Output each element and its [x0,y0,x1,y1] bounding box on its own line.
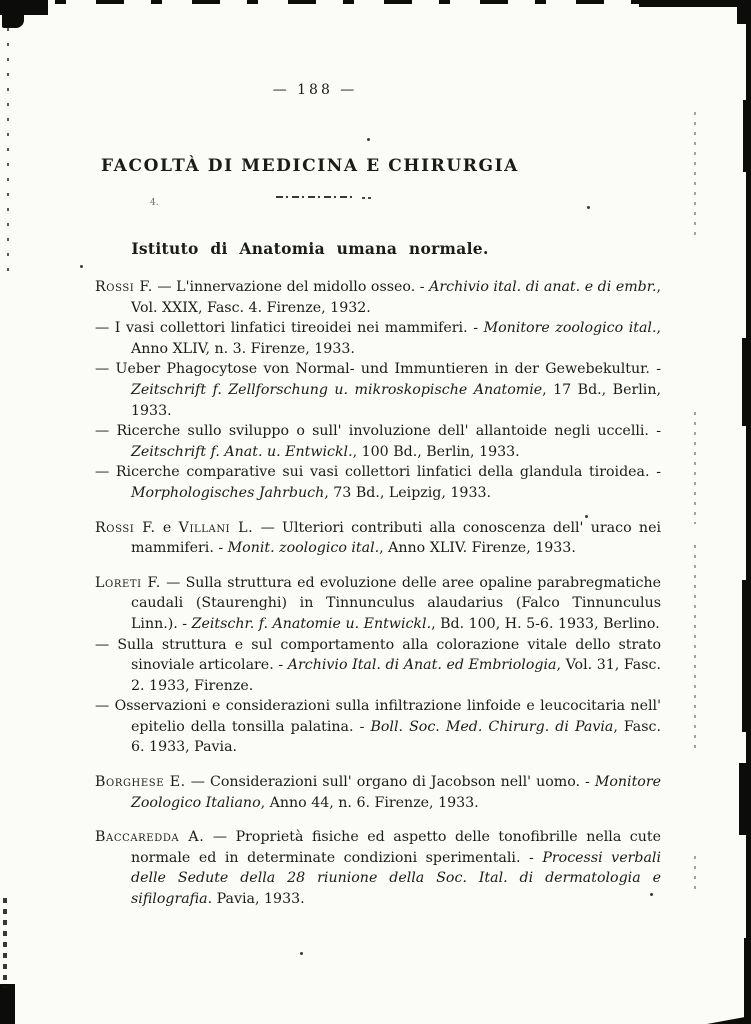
bibliography-group [95,772,661,813]
scan-artifact-bottom-left-corner [0,984,15,1024]
bibliography-entry [95,696,661,758]
scan-artifact-top-right-corner [639,0,751,7]
text-segment: Archivio Ital. di Anat. ed Embriologia [287,657,557,674]
text-segment: , Bd. 100, H. 5-6. 1933, Berlino. [431,615,660,632]
text-segment: Monit. zoologico ital. [227,540,380,557]
scan-artifact-top-left-blob [2,13,24,28]
text-segment: , Fasc. 6. 1933, Pavia. [131,718,662,756]
bibliography-entry [95,827,661,909]
text-segment: e [155,519,179,536]
text-segment: — Sulla struttura ed evoluzione delle aree opaline parabregmatiche caudali (Staurenghi) in Tinnunculus alaudarius (Falco Tinnunculus Linn.). - [131,574,662,632]
text-segment: — Ricerche sullo sviluppo o sull' involuzione dell' allantoide negli uccelli. - [95,423,661,440]
scan-artifact-speck [80,265,83,268]
scan-artifact-speck [367,138,370,141]
text-segment: , 17 Bd., Berlin, 1933. [131,381,661,419]
title-underline-rule-fragment [362,197,374,199]
bibliography-entry [95,359,661,421]
text-segment: , Anno 44, n. 6. Firenze, 1933. [260,794,479,811]
text-segment: Zeitschrift f. Anat. u. Entwickl. [131,443,353,460]
scan-artifact-right-bump [744,938,751,1024]
bibliography-entry [95,277,661,318]
scan-artifact-fold-line [694,545,696,750]
text-segment: — Ricerche comparative sui vasi collettori linfatici della glandula tiroidea. - [95,464,661,481]
bibliography-entry [95,421,661,462]
title-underline-rule [276,196,354,198]
text-segment: Loreti F. [95,574,161,591]
faculty-title: FACOLTÀ DI MEDICINA E CHIRURGIA [101,156,519,176]
text-segment: Monitore zoologico ital. [483,320,657,337]
bibliography-entry [95,518,661,559]
scan-artifact-left-specks-bottom [3,898,7,988]
scan-artifact-fold-line [694,112,696,240]
scan-artifact-right-bump [739,763,751,835]
bibliography-group [95,277,661,504]
text-segment: Rossi F. [95,279,153,295]
text-segment: Baccaredda A. [95,829,205,846]
text-segment: — Osservazioni e considerazioni sulla infiltrazione linfoide e leucocitaria nell' epitelio della tonsilla palatina. - [95,698,661,735]
text-segment: Archivio ital. di anat. e di embr. [429,279,657,295]
scan-artifact-right-bump [743,100,751,172]
text-segment: , Anno XLIV. Firenze, 1933. [379,540,576,557]
text-segment: — Sulla struttura e sul comportamento alla colorazione vitale dello strato sinoviale articolare. - [95,636,661,674]
bibliography-entry [95,318,661,359]
scan-artifact-right-bump [737,0,751,24]
text-segment: — Ueber Phagocytose von Normal- und Immuntieren in der Gewebekultur. - [95,361,661,378]
bibliography-group [95,827,661,909]
bibliography-entry [95,635,661,697]
scan-artifact-speck [585,515,588,518]
scan-artifact-right-bump [742,580,751,732]
text-segment: — Considerazioni sull' organo di Jacobson nell' uomo. - [185,774,595,791]
text-segment: Villani L. [178,519,254,536]
scan-artifact-right-bump [742,338,751,426]
bibliography-list [95,277,661,910]
scan-artifact-speck [587,206,590,209]
bibliography-entry [95,772,661,813]
text-segment: Rossi F. [95,519,156,536]
bibliography-entry [95,462,661,503]
text-segment: Borghese E. [95,774,186,791]
scan-artifact-left-specks-top [7,28,9,278]
text-segment: Morphologisches Jahrbuch [131,484,325,501]
text-segment: , Anno XLIV, n. 3. Firenze, 1933. [131,320,661,357]
scan-artifact-speck [300,952,303,955]
scan-artifact-fold-line [694,856,696,890]
stray-margin-mark: 4. [150,198,159,208]
text-segment: , 73 Bd., Leipzig, 1933. [324,484,492,501]
text-segment: — L'innervazione del midollo osseo. - [152,279,430,295]
text-segment: Monitore Zoologico Italiano [131,774,661,811]
text-segment: Processi verbali delle Sedute della 28 riunione della Soc. Ital. di dermatologia e sifilografia [131,849,661,908]
text-segment: , Vol. XXIX, Fasc. 4. Firenze, 1932. [131,279,661,316]
scan-artifact-speck [650,893,653,896]
page-number: — 188 — [272,82,358,98]
institute-heading: Istituto di Anatomia umana normale. [131,239,489,258]
text-segment: — I vasi collettori linfatici tireoidei nei mammiferi. - [95,320,484,337]
text-segment: . Pavia, 1933. [207,891,305,908]
bibliography-entry [95,573,661,635]
scan-artifact-fold-line [694,412,696,524]
bibliography-group [95,518,661,559]
text-segment: , Vol. 31, Fasc. 2. 1933, Firenze. [131,657,661,694]
text-segment: — Ulteriori contributi alla conoscenza dell' uraco nei mammiferi. - [131,519,662,557]
bibliography-group [95,573,661,758]
text-segment: Zeitschr. f. Anatomie u. Entwickl. [191,615,432,632]
text-segment: Zeitschrift f. Zellforschung u. mikroskopische Anatomie [131,381,543,398]
text-segment: , 100 Bd., Berlin, 1933. [352,443,520,460]
text-segment: — Proprietà fisiche ed aspetto delle tonofibrille nella cute normale ed in determinate condizioni sperimentali. - [131,829,661,866]
text-segment: Boll. Soc. Med. Chirurg. di Pavia [370,718,614,735]
